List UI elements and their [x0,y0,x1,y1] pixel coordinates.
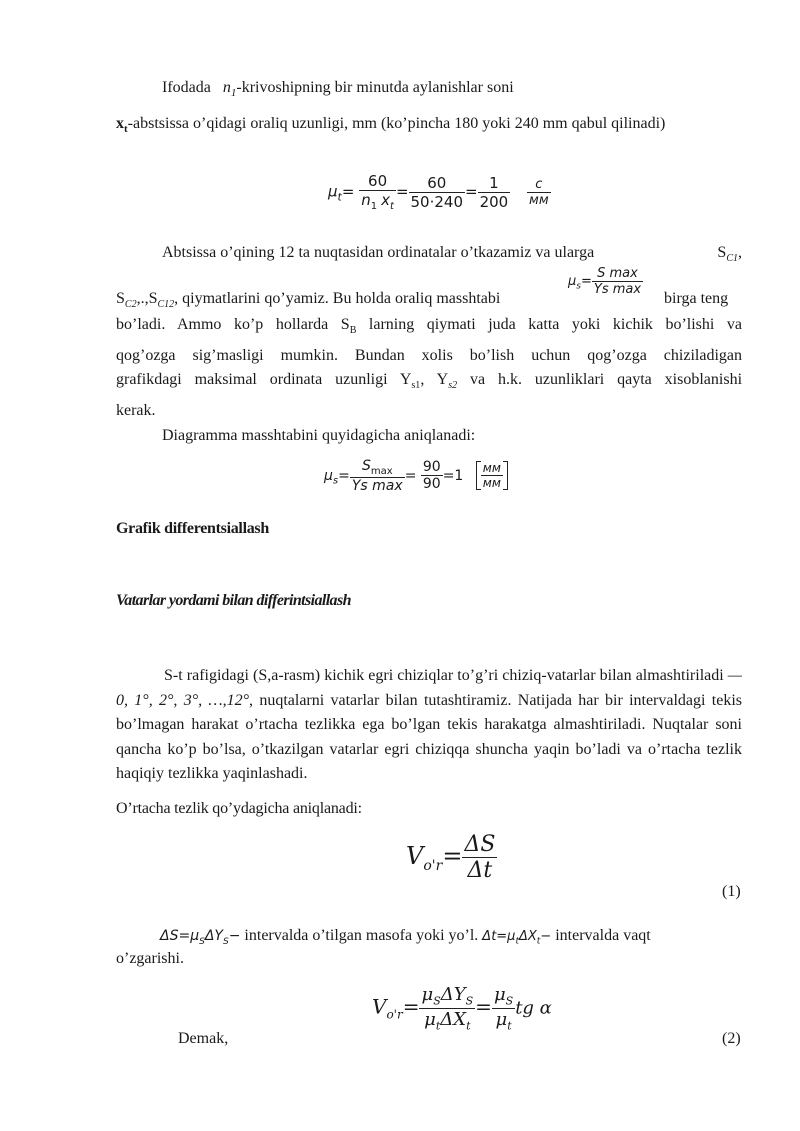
unit-mm-mm-bracket: $\frac{мм}{мм}$ [476,461,508,490]
paragraph-ordinates-line1: Abtsissa o’qining 12 ta nuqtasidan ordinatalar o’tkazamiz va ularga $S_{C1}$, [162,244,742,265]
heading-graphic-differentiation: Grafik differentsiallash [116,520,269,537]
text-birga-teng: birga teng [664,290,729,307]
text-demak: Demak, [178,1030,229,1047]
fraction-mus-mut: $\frac{\mu_S}{\mu_t}$ [493,984,514,1033]
paragraph-diagram-scale: Diagramma masshtabini quyidagicha aniqlanadi: [162,427,476,444]
paragraph-interval-defs-line2: o’zgarishi. [116,950,184,967]
fraction-60-50x240: $\frac{60}{50\cdot 240}$ [410,173,464,211]
fraction-mus-dys: $\frac{\mu_S\Delta Y_S}{\mu_t\Delta X_t}$ [421,984,474,1033]
paragraph-rpm: Ifodada $n_1$-krivoshipning bir minutda aylanishlar soni [162,79,514,100]
paragraph-abscissa: $x_t$-abstsissa o’qidagi oraliq uzunligi, mm (ko’pincha 180 yoki 240 mm qabul qilinadi) [116,115,666,136]
paragraph-average-speed: O’rtacha tezlik qo’ydagicha aniqlanadi: [116,800,362,817]
var-n1: $n_1$ [222,79,237,100]
paragraph-chords: S-t rafigidagi (S,a-rasm) kichik egri chiziqlar to’g’ri chiziq-vatarlar bilan almashtiriladi —0, 1°, 2°, 3°, …,12°, nuqtalarni vatarlar bilan tutashtiramiz. Natijada har bir intervaldagi tekis bo’lmagan harakat o’rtacha tezlikka ega bo’lgan tekis harakatga almashtiriladi. Nuqtalar soni qancha ko’p bo’lsa, o’tkazilgan vatarlar egri chiziqqa shuncha yaqin bo’ladi va o’rtacha tezlik haqiqiy tezlikka yaqinlashadi. [116,667,742,782]
var-xt: $x_t$ [116,115,128,136]
fraction-mu-s-inline: $\mu_s=$ $\frac{\text{S max}}{\text{Ys max}}$ [568,266,642,297]
fraction-90-90: $\frac{90}{90}$ [422,459,441,493]
equation-number-2: (2) [722,1030,741,1047]
paragraph-ordinates-line2: $S_{C2},.,S_{C12}$, qiymatlarini qo’yamiz. Bu holda oraliq masshtabi [116,290,501,311]
fraction-1-200: $\frac{1}{200}$ [479,173,509,211]
equation-speed-tangent: $V_{o'r}=$ $\frac{\mu_S\Delta Y_S}{\mu_t\Delta X_t}$ = $\frac{\mu_S}{\mu_t}$ tg α [372,984,552,1033]
fraction-smax-ysmax: $\frac{S_{max}}{\text{Ys max}}$ [351,458,403,494]
equation-average-speed: $V_{o'r}=$ $\frac{\Delta S}{\Delta t}$ [406,832,496,883]
unit-s-per-mm: $\frac{с}{мм}$ [529,176,549,208]
equation-s-scale: $\mu_s=$ $\frac{S_{max}}{\text{Ys max}}$ = $\frac{90}{90}$ =1 $\frac{мм}{мм}$ [324,458,508,494]
heading-chord-differentiation: Vatarlar yordami bilan differintsiallash [116,592,351,609]
fraction-60-n1xt: $\frac{60}{n_1 x_t}$ [361,172,394,212]
paragraph-ordinates-rest: bo’ladi. Ammo ko’p hollarda $S_B$ larning qiymati juda katta yoki kichik bo’lishi va qog’ozga sig’masligi mumkin. Bundan xolis bo’lish uchun qog’ozga chiziladigan grafikdagi maksimal ordinata uzunligi $Y_{s1}$, $Y_{s2}$ va h.k. uzunliklari qayta xisoblanishi kerak. [116,316,743,419]
equation-number-1: (1) [722,883,741,900]
paragraph-interval-defs: $\Delta S=\mu_S\Delta Y_S-$ intervalda o’tilgan masofa yoki yo’l. $\Delta t=\mu_t\Delta X_t-$ intervalda vaqt [160,927,651,947]
fraction-ds-dt: $\frac{\Delta S}{\Delta t}$ [464,832,496,883]
equation-time-scale: $\mu_t=$ $\frac{60}{n_1 x_t}$ = $\frac{60}{50\cdot 240}$ = $\frac{1}{200}$ $\frac{с}{мм}$ [328,172,549,212]
